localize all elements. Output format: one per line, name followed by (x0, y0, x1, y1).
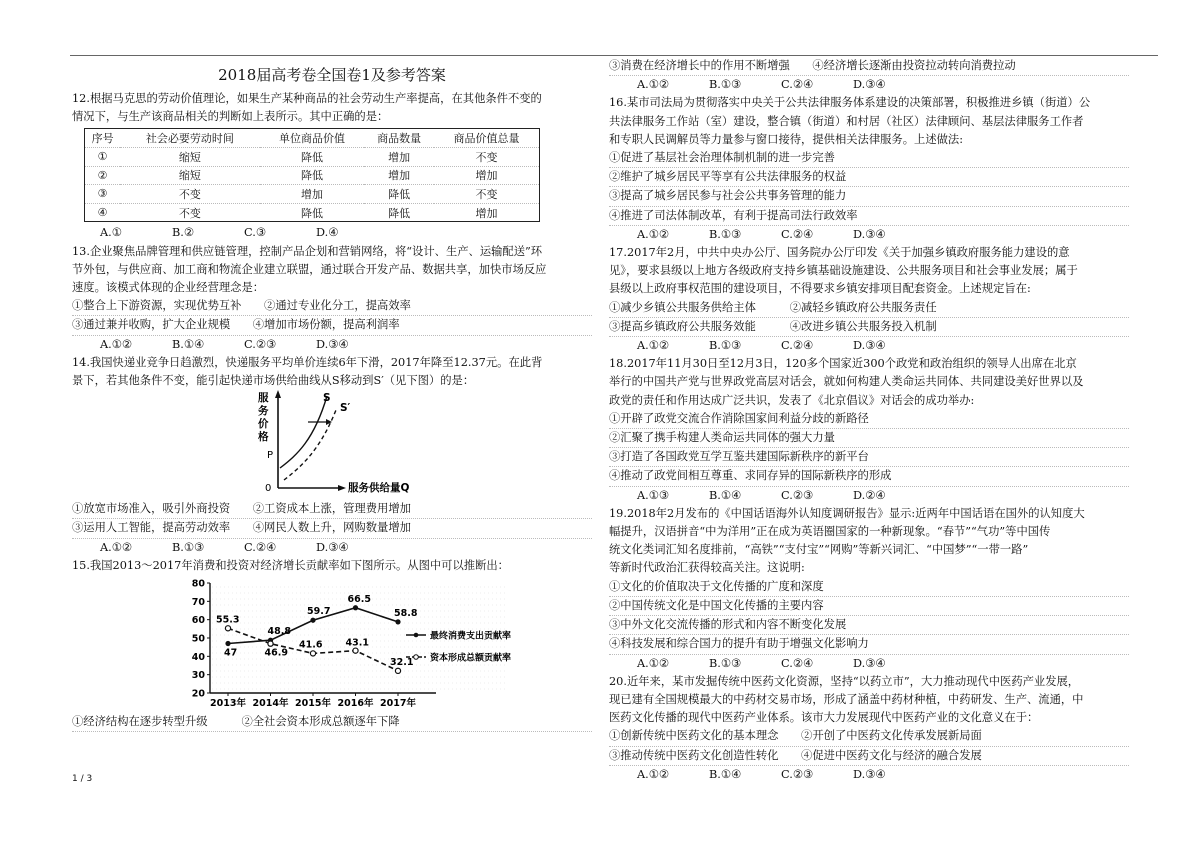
option-b[interactable]: B.①③ (709, 227, 742, 241)
table-row (85, 166, 540, 185)
option-d[interactable]: D.②④ (853, 488, 886, 502)
q20-line: 现已建有全国规模最大的中药材交易市场，形成了涵盖中药材种植，中药研发、生产、流通，中 (609, 692, 1084, 706)
page-number: 1 / 3 (72, 774, 93, 784)
option-d[interactable]: D.③④ (316, 337, 349, 351)
q17-line: ③提高乡镇政府公共服务效能 ④改进乡镇公共服务投入机制 (609, 318, 1129, 337)
q15-line: 15.我国2013～2017年消费和投资对经济增长贡献率如下图所示。从图中可以推断出： (72, 558, 509, 572)
q20-line: 20.近年来，某市发掘传统中医药文化资源，坚持“以药立市”，大力推动现代中医药产业发展， (609, 674, 1080, 688)
option-d[interactable]: D.③④ (316, 540, 349, 554)
table-cell: 增加 (475, 206, 498, 220)
table-cell: ② (97, 168, 108, 182)
option-d[interactable]: D.③④ (853, 656, 886, 670)
option-c[interactable]: C.②③ (781, 767, 814, 781)
data-point (268, 641, 273, 646)
table-cell: 不变 (475, 187, 498, 201)
q18-line: ①开辟了政党交流合作消除国家间利益分歧的新路径 (609, 410, 1129, 429)
table-header: 商品数量 (377, 132, 422, 146)
y-tick-label: 30 (191, 670, 205, 682)
x-tick-label: 2014年 (252, 698, 289, 710)
option-c[interactable]: C.②④ (781, 78, 814, 92)
option-d[interactable]: D.③④ (853, 227, 886, 241)
data-point (395, 619, 400, 624)
table-cell: 增加 (388, 169, 411, 183)
q12-options (72, 224, 592, 242)
q19-line: ③中外文化交流传播的形式和内容不断变化发展 (609, 616, 1129, 635)
q16-line: ②维护了城乡居民平等享有公共法律服务的权益 (609, 168, 1129, 187)
option-a[interactable]: A.①② (637, 767, 670, 781)
q19-line: 统文化类词汇知名度排前，“高铁”“支付宝”“网购”等新兴词汇、“中国梦”“一带一路” (609, 543, 1029, 557)
q19-line: ①文化的价值取决于文化传播的广度和深度 (609, 578, 1129, 597)
q16-line: 和专职人民调解员等力量参与窗口接待，提供相关法律服务。上述做法: (609, 132, 964, 146)
header-rule (70, 55, 1158, 56)
x-tick-label: 2013年 (210, 698, 246, 710)
ylabel-char: 价 (258, 418, 269, 431)
option-a[interactable]: A.①② (637, 227, 670, 241)
option-c[interactable]: C.②④ (781, 339, 814, 353)
table-cell: 缩短 (178, 150, 201, 164)
data-point (395, 668, 400, 673)
option-b[interactable]: B.①④ (172, 337, 205, 351)
q12-line: 12.根据马克思的劳动价值理论，如果生产某种商品的社会劳动生产率提高，在其他条件不变的 (72, 92, 542, 105)
option-b[interactable]: B.①④ (709, 767, 742, 781)
table-cell: 不变 (178, 187, 201, 201)
q19-line: ②中国传统文化是中国文化传播的主要内容 (609, 597, 1129, 616)
option-b[interactable]: B.①③ (709, 339, 742, 353)
option-a[interactable]: A.① (100, 226, 122, 240)
data-label: 43.1 (345, 637, 369, 649)
option-b[interactable]: B.② (172, 226, 195, 240)
data-label: 46.9 (264, 647, 288, 659)
q15-options (609, 76, 1129, 94)
question-16 (609, 94, 1129, 244)
y-tick-label: 60 (191, 615, 205, 627)
option-c[interactable]: C.②③ (781, 488, 814, 502)
x-axis-arrow (338, 485, 346, 491)
q15-line: ③消费在经济增长中的作用不断增强 ④经济增长逐渐由投资拉动转向消费拉动 (609, 57, 1129, 76)
q16-options (609, 226, 1129, 244)
contribution-chart (72, 575, 592, 713)
option-b[interactable]: B.①③ (709, 78, 742, 92)
table-cell: 增加 (300, 187, 323, 201)
q16-line: ③提高了城乡居民参与社会公共事务管理的能力 (609, 187, 1129, 206)
option-c[interactable]: C.③ (244, 226, 266, 240)
y-tick-label: 20 (191, 688, 205, 700)
x-tick-label: 2015年 (295, 698, 331, 710)
table-row (85, 185, 540, 204)
q17-options (609, 337, 1129, 355)
data-point (310, 618, 315, 623)
option-a[interactable]: A.①② (637, 656, 670, 670)
q14-line: ①放宽市场准入，吸引外商投资 ②工资成本上涨，管理费用增加 (72, 500, 592, 519)
table-header: 序号 (91, 132, 114, 146)
option-b[interactable]: B.①④ (709, 488, 742, 502)
q18-line: 18.2017年11月30日至12月3日，120多个国家近300个政党和政治组织的领导人出席在北京 (609, 357, 1077, 371)
option-b[interactable]: B.①③ (709, 656, 742, 670)
question-20 (609, 673, 1129, 784)
table-cell: ① (97, 150, 108, 164)
y-tick-label: 70 (191, 596, 205, 608)
legend-label: 资本形成总额贡献率 (430, 653, 512, 664)
q18-line: 举行的中国共产党与世界政党高层对话会，就如何构建人类命运共同体、共同建设美好世界以及 (609, 375, 1084, 389)
q14-line: 景下，若其他条件不变，能引起快递市场供给曲线从S移动到S′（见下图）的是： (72, 374, 475, 387)
q18-line: 政党的责任和作用达成广泛共识，发表了《北京倡议》对话会的成功举办: (609, 393, 975, 407)
s-label: S (323, 392, 331, 405)
data-point (310, 651, 315, 656)
q16-line: 16.某市司法局为贯彻落实中央关于公共法律服务体系建设的决策部署，积极推进乡镇（街道）公 (609, 96, 1091, 110)
p-label: P (267, 450, 274, 462)
q17-line: 县级以上政府事权范围的建设项目，不得要求乡镇安排项目配套资金。上述规定旨在: (609, 282, 1031, 296)
legend-marker (414, 633, 419, 638)
q19-line: 幅提升，汉语拼音“中为洋用”正在成为英语圈国家的一种新现象。“春节”“气功”等中国传 (609, 525, 1051, 539)
ylabel-char: 格 (258, 431, 269, 444)
q18-options (609, 487, 1129, 505)
data-label: 32.1 (390, 656, 414, 668)
y-axis-arrow (275, 390, 281, 398)
q13-options (72, 336, 592, 354)
q16-line: 共法律服务工作站（室）建设，整合镇（街道）和村居（社区）法律顾问、基层法律服务工作者 (609, 114, 1084, 128)
option-d[interactable]: D.④ (316, 226, 339, 240)
option-a[interactable]: A.①② (637, 78, 670, 92)
table-cell: 缩短 (178, 169, 201, 183)
data-label: 58.8 (394, 607, 418, 619)
table-cell: 增加 (388, 150, 411, 164)
data-point (225, 626, 230, 631)
document-title: 2018届高考卷全国卷1及参考答案 (218, 66, 446, 84)
y-tick-label: 80 (191, 578, 205, 590)
table-cell: 增加 (475, 169, 498, 183)
q16-line: ①促进了基层社会治理体制机制的进一步完善 (609, 149, 1129, 168)
question-12 (72, 90, 592, 243)
q12-table (84, 128, 540, 222)
q18-line: ③打造了各国政党互学互鉴共建国际新秩序的新平台 (609, 448, 1129, 467)
q20-line: ③推动传统中医药文化创造性转化 ④促进中医药文化与经济的融合发展 (609, 747, 1129, 766)
table-header: 单位商品价值 (278, 132, 345, 146)
option-c[interactable]: C.②④ (781, 227, 814, 241)
table-cell: 不变 (178, 206, 201, 220)
option-d[interactable]: D.③④ (853, 78, 886, 92)
data-point (353, 605, 358, 610)
q17-line: 17.2017年2月，中共中央办公厅、国务院办公厅印发《关于加强乡镇政府服务能力建设的意 (609, 246, 1070, 260)
question-13 (72, 243, 592, 354)
table-header: 商品价值总量 (453, 132, 520, 146)
ylabel-char: 服 (258, 392, 269, 405)
data-point (353, 648, 358, 653)
data-label: 59.7 (307, 606, 331, 618)
y-tick-label: 40 (191, 651, 205, 663)
q19-options (609, 655, 1129, 673)
q13-line: 节外包，与供应商、加工商和物流企业建立联盟，通过联合开发产品、数据共享，加快市场反应 (72, 262, 547, 276)
option-a[interactable]: A.①② (637, 339, 670, 353)
table-cell: 降低 (300, 206, 323, 220)
table-cell: 降低 (388, 206, 411, 220)
option-a[interactable]: A.①② (100, 337, 133, 351)
data-point (225, 641, 230, 646)
x-tick-label: 2016年 (337, 698, 374, 710)
question-15 (72, 557, 592, 732)
option-c[interactable]: C.②④ (244, 540, 277, 554)
q14-line: ③运用人工智能，提高劳动效率 ④网民人数上升，网购数量增加 (72, 519, 592, 538)
table-cell: ③ (97, 187, 108, 201)
option-a[interactable]: A.①③ (637, 488, 670, 502)
xlabel: 服务供给量Q (348, 482, 410, 495)
q12-line: 情况下，与生产该商品相关的判断如上表所示。其中正确的是： (72, 110, 389, 124)
q16-line: ④推进了司法体制改革，有利于提高司法行政效率 (609, 207, 1129, 226)
q15-line: ①经济结构在逐步转型升级 ②全社会资本形成总额逐年下降 (72, 713, 592, 732)
option-a[interactable]: A.①② (100, 540, 133, 554)
q14-options (72, 539, 592, 557)
option-c[interactable]: C.②④ (781, 656, 814, 670)
x-tick-label: 2017年 (380, 698, 416, 710)
q18-line: ②汇聚了携手构建人类命运共同体的强大力量 (609, 429, 1129, 448)
option-d[interactable]: D.③④ (853, 767, 886, 781)
supply-curve-graph (72, 390, 592, 500)
q17-line: 见》，要求县级以上地方各级政府支持乡镇基础设施建设、公共服务项目和社会事业发展；属于 (609, 264, 1078, 278)
table-header: 社会必要劳动时间 (145, 132, 234, 146)
legend-label: 最终消费支出贡献率 (430, 631, 512, 642)
table-row (85, 203, 540, 222)
data-label: 41.6 (299, 639, 323, 651)
q19-line: ④科技发展和综合国力的提升有助于增强文化影响力 (609, 635, 1129, 654)
question-14 (72, 354, 592, 557)
supply-curve-s (280, 396, 327, 468)
supply-curve-figure (72, 390, 592, 500)
q13-line: 13.企业聚焦品牌管理和供应链管理，控制产品企划和营销网络，将“设计、生产、运输配送”环 (72, 244, 543, 258)
q19-line: 19.2018年2月发布的《中国话语海外认知度调研报告》显示:近两年中国话语在国外的认知度大 (609, 506, 1085, 520)
data-label: 47 (224, 647, 238, 659)
q20-options (609, 766, 1129, 784)
question-17 (609, 244, 1129, 355)
question-19 (609, 505, 1129, 673)
question-18 (609, 355, 1129, 505)
q13-line: ①整合上下游资源，实现优势互补 ②通过专业化分工，提高效率 (72, 297, 592, 316)
q14-line: 14.我国快递业竞争日趋激烈，快递服务平均单价连续6年下滑，2017年降至12.37元。在此背 (72, 355, 543, 369)
right-column (609, 57, 1129, 784)
table-row (85, 148, 540, 167)
contribution-chart-figure (72, 575, 592, 713)
data-label: 66.5 (347, 593, 371, 605)
q13-line: 速度。该模式体现的企业经营理念是： (72, 280, 265, 294)
q20-line: 医药文化传播的现代中医药产业体系。该市大力发展现代中医药产业的文化意义在于： (609, 711, 1039, 725)
ylabel-char: 务 (258, 405, 269, 418)
y-tick-label: 50 (191, 633, 205, 645)
legend-marker (414, 655, 419, 660)
left-column (72, 57, 592, 732)
q19-line: 等新时代政治汇获得较高关注。这说明: (609, 561, 805, 575)
option-b[interactable]: B.①③ (172, 540, 205, 554)
table-cell: 降低 (300, 150, 323, 164)
q18-line: ④推动了政党间相互尊重、求同存异的国际新秩序的形成 (609, 467, 1129, 486)
data-label: 55.3 (216, 614, 240, 626)
table-cell: ④ (97, 206, 108, 220)
origin-label: 0 (265, 483, 272, 495)
table-cell: 降低 (388, 187, 411, 201)
q20-line: ①创新传统中医药文化的基本理念 ②开创了中医药文化传承发展新局面 (609, 727, 1129, 746)
table-cell: 降低 (300, 169, 323, 183)
s-prime-label: S′ (340, 402, 351, 415)
option-c[interactable]: C.②③ (244, 337, 277, 351)
q13-line: ③通过兼并收购，扩大企业规模 ④增加市场份额，提高利润率 (72, 316, 592, 335)
q17-line: ①减少乡镇公共服务供给主体 ②减轻乡镇政府公共服务责任 (609, 299, 1129, 318)
data-label: 48.8 (267, 626, 291, 638)
table-cell: 不变 (475, 150, 498, 164)
option-d[interactable]: D.③④ (853, 339, 886, 353)
